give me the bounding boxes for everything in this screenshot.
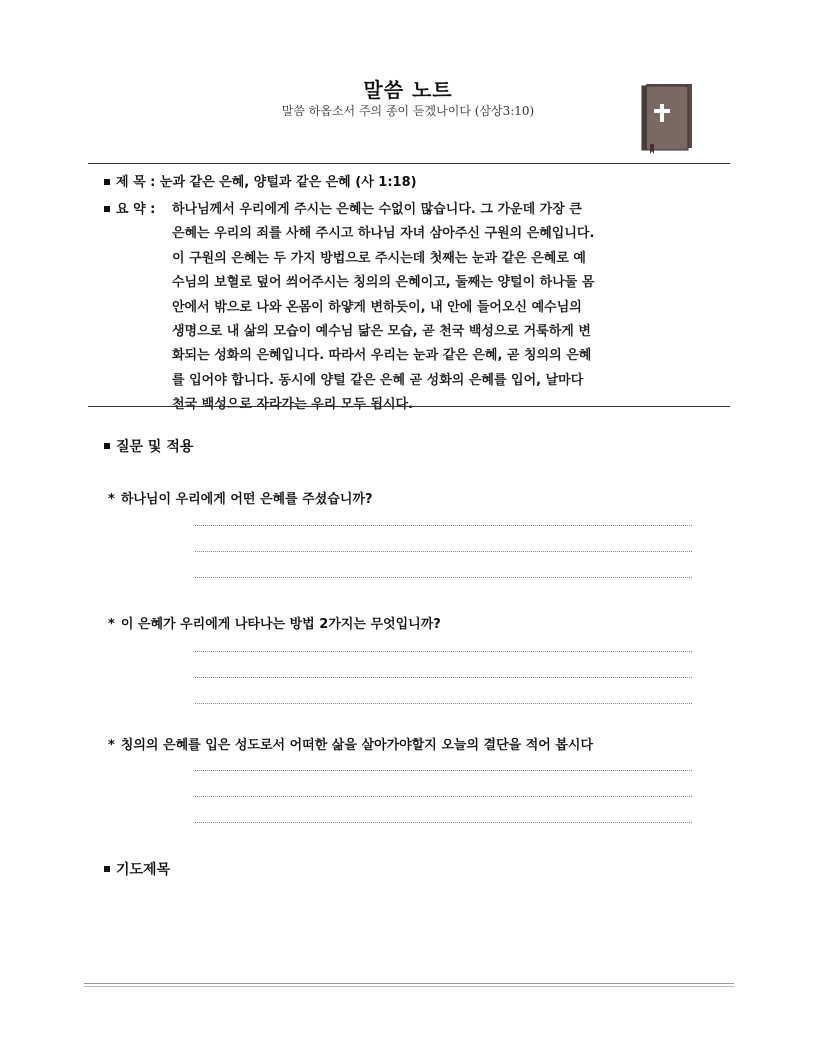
star-icon: * bbox=[108, 492, 115, 507]
sermon-title-value: 눈과 같은 은혜, 양털과 같은 은혜 (사 1:18) bbox=[159, 175, 417, 190]
question-1-text: 하나님이 우리에게 어떤 은혜를 주셨습니까? bbox=[120, 492, 373, 507]
answer-line[interactable] bbox=[195, 822, 692, 823]
summary-bottom-rule bbox=[88, 406, 730, 407]
answer-line[interactable] bbox=[195, 525, 692, 526]
prayer-heading bbox=[104, 859, 170, 879]
application-heading bbox=[104, 436, 193, 456]
page-subtitle: 말씀 하옵소서 주의 종이 듣겠나이다 (삼상3:10) bbox=[281, 104, 535, 118]
top-rule bbox=[88, 163, 730, 164]
answer-line[interactable] bbox=[195, 651, 692, 652]
sermon-summary-label-row bbox=[104, 198, 155, 217]
answer-line[interactable] bbox=[195, 551, 692, 552]
answer-line[interactable] bbox=[195, 677, 692, 678]
sermon-title-row bbox=[104, 171, 417, 190]
answer-line[interactable] bbox=[195, 796, 692, 797]
question-3-text: 칭의의 은혜를 입은 성도로서 어떠한 삶을 살아가야할지 오늘의 결단을 적어 봅시다 bbox=[120, 738, 594, 753]
answer-line[interactable] bbox=[195, 770, 692, 771]
summary-line: 수님의 보혈로 덮어 씌어주시는 칭의의 은혜이고, 둘째는 양털이 하나둘 몸 bbox=[172, 275, 595, 291]
footer-rule bbox=[84, 983, 734, 984]
bullet-square-icon bbox=[104, 179, 110, 185]
bible-book-icon bbox=[638, 82, 694, 154]
summary-line: 생명으로 내 삶의 모습이 예수님 닮은 모습, 곧 천국 백성으로 거룩하게 변 bbox=[172, 324, 591, 340]
footer-rule-secondary bbox=[84, 986, 734, 987]
summary-line: 은혜는 우리의 죄를 사해 주시고 하나님 자녀 삼아주신 구원의 은혜입니다. bbox=[172, 226, 595, 242]
answer-line[interactable] bbox=[195, 703, 692, 704]
star-icon: * bbox=[108, 738, 115, 753]
summary-line: 천국 백성으로 자라가는 우리 모두 됩시다. bbox=[172, 397, 414, 413]
sermon-summary-label: 요 약 : bbox=[116, 202, 156, 217]
sermon-title-label: 제 목 : bbox=[116, 175, 156, 190]
bullet-square-icon bbox=[104, 443, 110, 449]
prayer-heading-text: 기도제목 bbox=[116, 862, 171, 878]
summary-line: 를 입어야 합니다. 동시에 양털 같은 은혜 곧 성화의 은혜를 입어, 날마다 bbox=[172, 372, 584, 388]
question-1 bbox=[108, 488, 373, 507]
summary-line: 안에서 밖으로 나와 온몸이 하얗게 변하듯이, 내 안에 들어오신 예수님의 bbox=[172, 299, 582, 315]
summary-line: 이 구원의 은혜는 두 가지 방법으로 주시는데 첫째는 눈과 같은 은혜로 예 bbox=[172, 250, 586, 266]
summary-line: 하나님께서 우리에게 주시는 은혜는 수없이 많습니다. 그 가운데 가장 큰 bbox=[172, 202, 582, 217]
page-title: 말씀 노트 bbox=[363, 78, 453, 102]
application-heading-text: 질문 및 적용 bbox=[116, 439, 194, 455]
answer-line[interactable] bbox=[195, 577, 692, 578]
question-2 bbox=[108, 613, 441, 632]
summary-line: 화되는 성화의 은혜입니다. 따라서 우리는 눈과 같은 은혜, 곧 칭의의 은혜 bbox=[172, 348, 592, 364]
question-2-text: 이 은혜가 우리에게 나타나는 방법 2가지는 무엇입니까? bbox=[120, 617, 441, 632]
star-icon: * bbox=[108, 617, 115, 632]
bullet-square-icon bbox=[104, 206, 110, 212]
question-3 bbox=[108, 734, 593, 753]
bullet-square-icon bbox=[104, 866, 110, 872]
sermon-summary bbox=[172, 198, 688, 418]
